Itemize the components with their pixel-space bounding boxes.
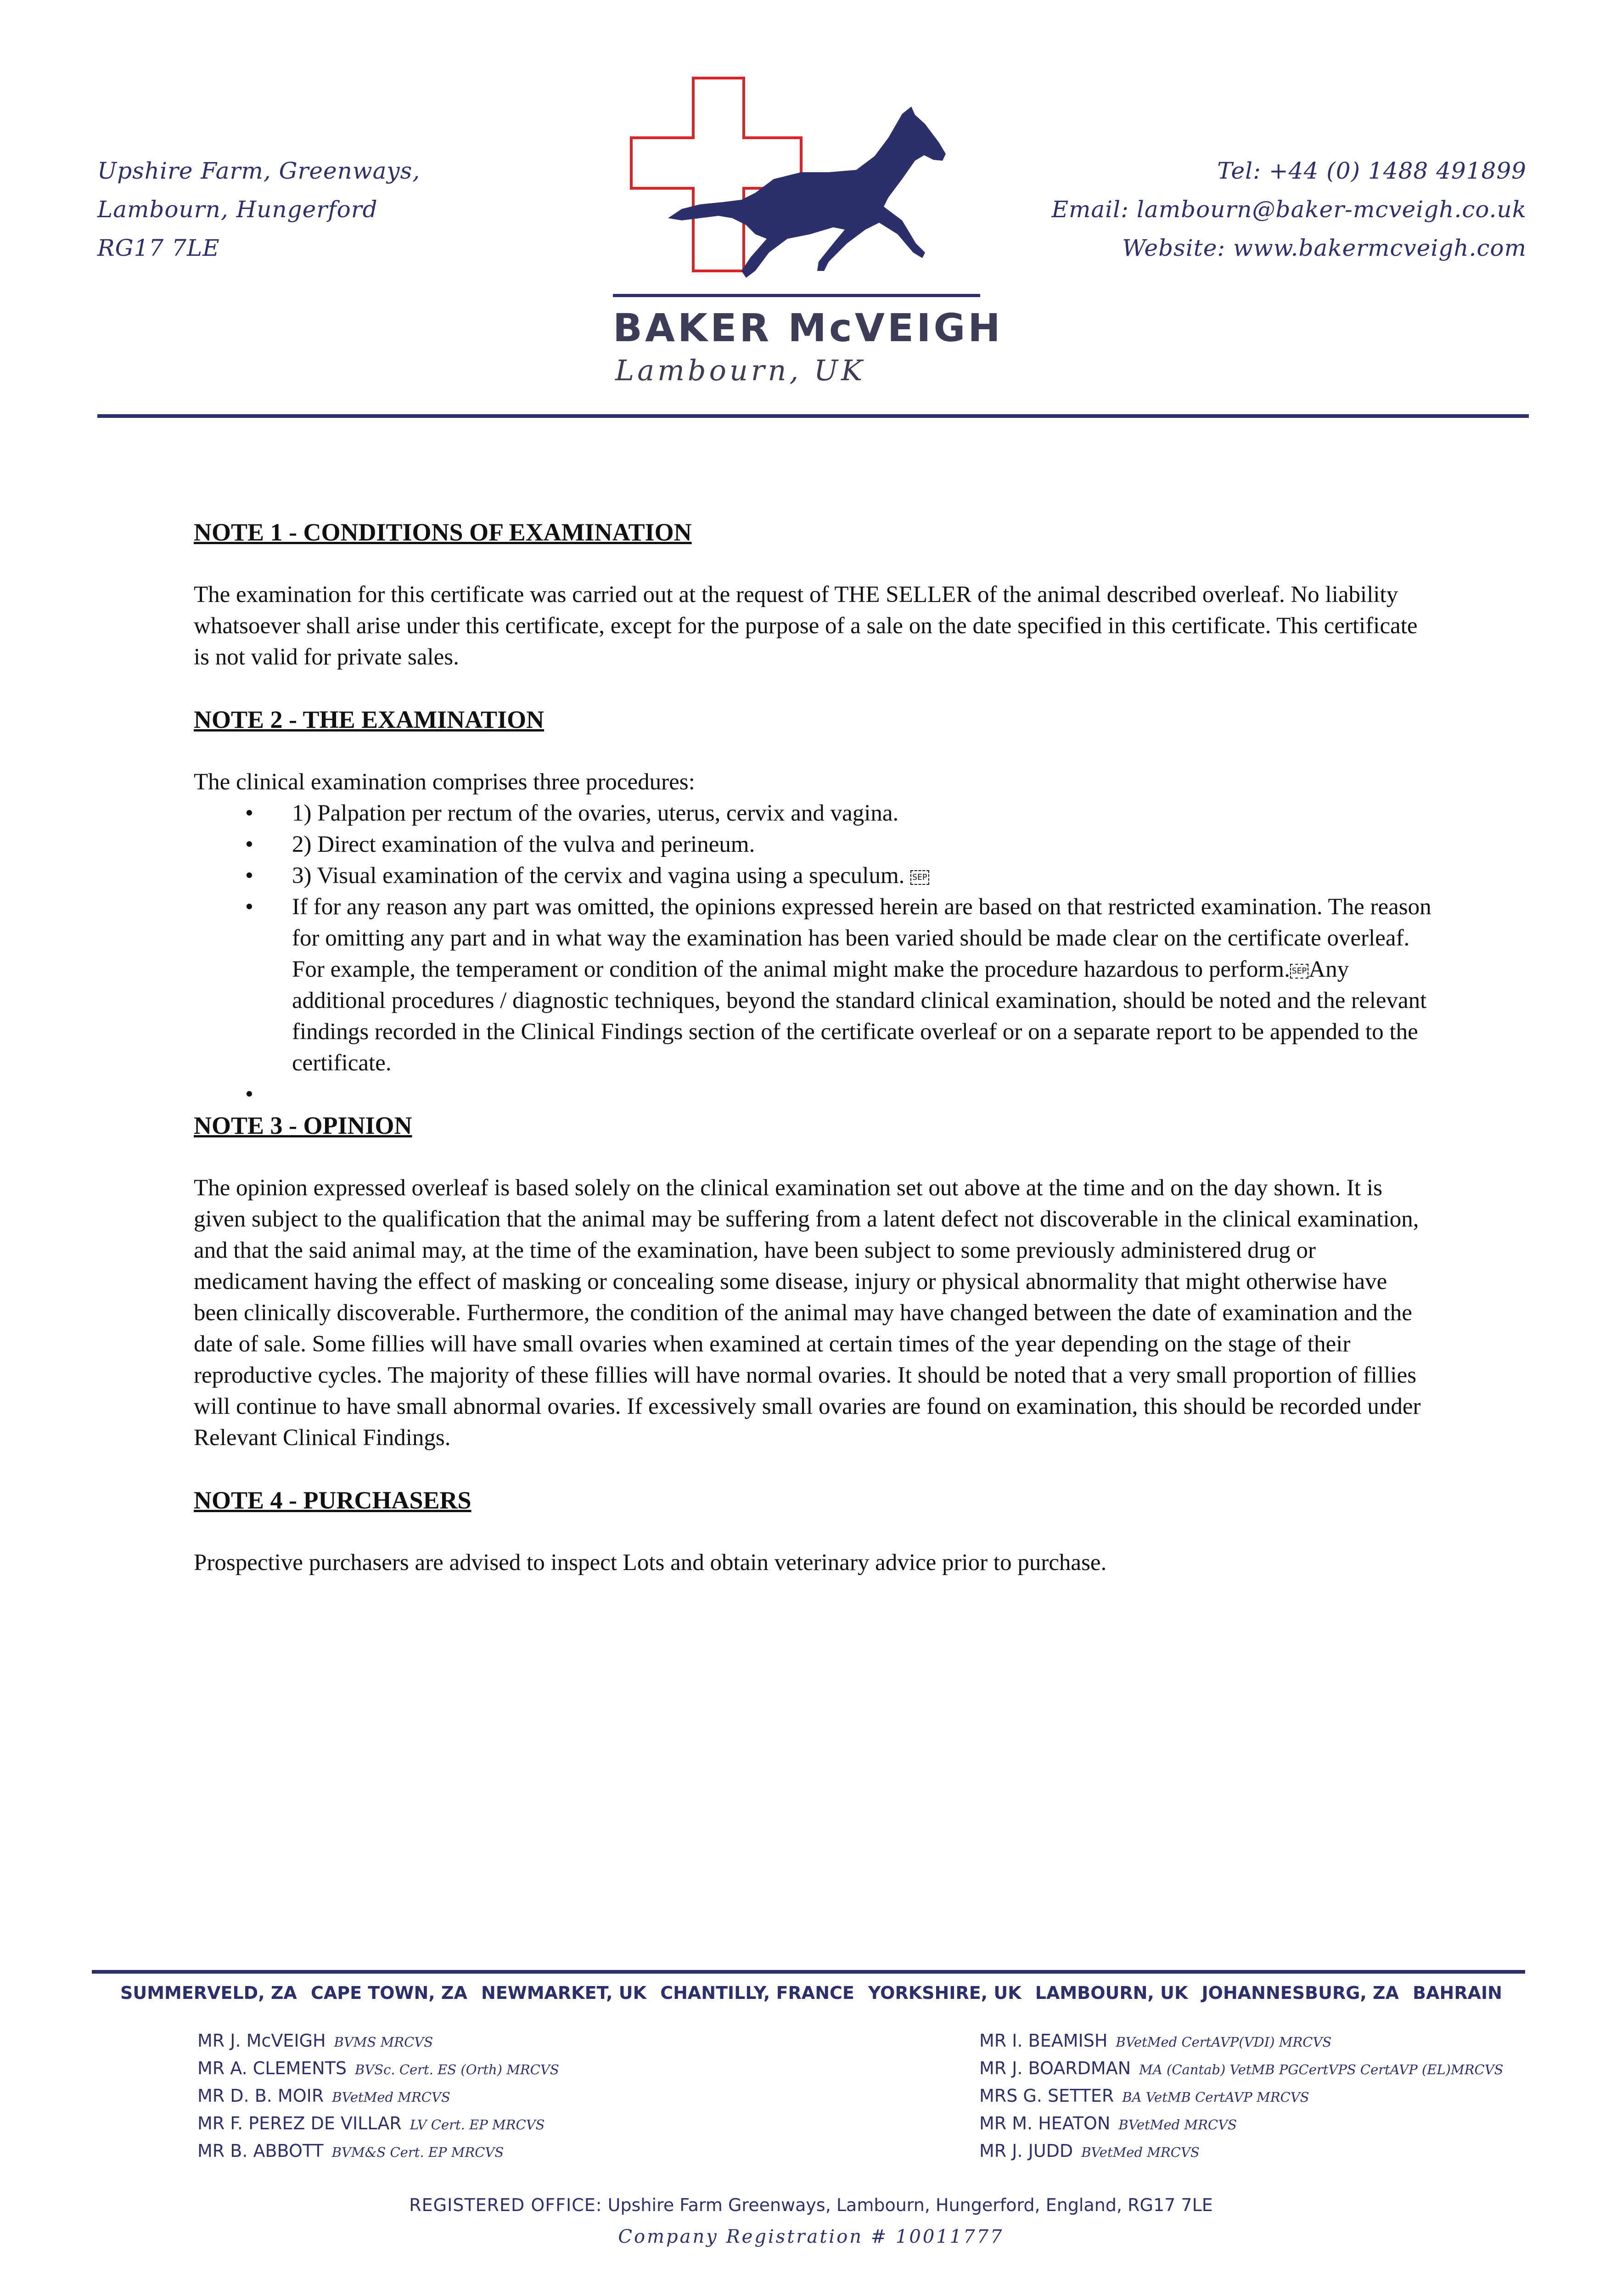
list-item: • 3) Visual examination of the cervix and vagina using a speculum. SEP [194,860,1433,891]
note1-heading: NOTE 1 - CONDITIONS OF EXAMINATION [194,518,692,546]
header-contact [1051,152,1527,267]
staff-row: MR J. McVEIGH BVMS MRCVS [197,2031,433,2051]
location-item: JOHANNESBURG, ZA [1201,1983,1399,2003]
header-divider [97,414,1529,418]
sep-glyph: SEP [1290,964,1309,979]
staff-row: MR I. BEAMISH BVetMed CertAVP(VDI) MRCVS [979,2031,1332,2051]
staff-list-right [979,2028,1504,2166]
note2-procedure-list [194,798,1433,1110]
staff-row: MR F. PEREZ DE VILLAR LV Cert. EP MRCVS [197,2113,545,2133]
note4-heading: NOTE 4 - PURCHASERS [194,1486,471,1514]
list-item: • 2) Direct examination of the vulva and perineum. [194,829,1433,860]
note3-body: The opinion expressed overleaf is based solely on the clinical examination set out above at the time and on the day shown. It is given subject to the qualification that the animal may be suffering from a latent defect not discoverable in the clinical examination, and that the said animal may, at the time of the examination, have been subject to some previously administered drug or medicament having the effect of masking or concealing some disease, injury or physical abnormality that might otherwise have been clinically discoverable. Furthermore, the condition of the animal may have changed between the date of examination and the date of sale. Some fillies will have small ovaries when examined at certain times of the year depending on the stage of their reproductive cycles. The majority of these fillies will have normal ovaries. It should be noted that a very small proportion of fillies will continue to have small abnormal ovaries. If excessively small ovaries are found on examination, this should be recorded under Relevant Clinical Findings. [194,1175,1421,1451]
note3-heading: NOTE 3 - OPINION [194,1112,412,1139]
brand-name: BAKER McVEIGH [613,305,1003,350]
staff-row: MR J. JUDD BVetMed MRCVS [979,2141,1200,2161]
staff-row: MRS G. SETTER BA VetMB CertAVP MRCVS [979,2086,1309,2106]
registered-office [0,2195,1622,2215]
location-item: CHANTILLY, FRANCE [660,1983,854,2003]
staff-list-left [197,2028,559,2166]
list-item: • 1) Palpation per rectum of the ovaries, uterus, cervix and vagina. [194,798,1433,829]
location-item: SUMMERVELD, ZA [120,1983,297,2003]
list-item: • If for any reason any part was omitted, the opinions expressed herein are based on that restricted examination. The reason for omitting any part and in what way the examination has been varied should be made clear on the certificate overleaf. For example, the temperament or condition of the animal might make the procedure hazardous to perform. SEPAny additional procedures / diagnostic techniques, beyond the standard clinical examination, should be noted and the relevant findings recorded in the Clinical Findings section of the certificate overleaf or on a separate report to be appended to the certificate. [194,891,1433,1079]
header-address [97,152,420,267]
office-locations [120,1983,1502,2003]
note1-body: The examination for this certificate was carried out at the request of THE SELLER of the animal described overleaf. No liability whatsoever shall arise under this certificate, except for the purpose of a sale on the date specified in this certificate. This certificate is not valid for private sales. [194,582,1418,670]
address-line-3: RG17 7LE [97,235,220,261]
staff-row: MR A. CLEMENTS BVSc. Cert. ES (Orth) MRCVS [197,2058,559,2078]
note4-body: Prospective purchasers are advised to inspect Lots and obtain veterinary advice prior to purchase. [194,1550,1107,1576]
contact-email[interactable]: Email: lambourn@baker-mcveigh.co.uk [1051,196,1527,223]
registered-office-label: REGISTERED OFFICE: [409,2195,602,2215]
sep-glyph: SEP [910,870,929,885]
location-item: CAPE TOWN, ZA [310,1983,467,2003]
staff-row: MR M. HEATON BVetMed MRCVS [979,2113,1237,2133]
contact-website[interactable]: Website: www.bakermcveigh.com [1122,235,1527,261]
company-registration: Company Registration # 10011777 [618,2226,1004,2247]
location-item: BAHRAIN [1413,1983,1502,2003]
address-line-2: Lambourn, Hungerford [97,196,378,223]
location-item: NEWMARKET, UK [481,1983,647,2003]
notes-content [194,517,1433,1578]
note2-heading: NOTE 2 - THE EXAMINATION [194,706,544,733]
staff-row: MR J. BOARDMAN MA (Cantab) VetMB PGCertVPS CertAVP (EL)MRCVS [979,2058,1504,2078]
location-item: LAMBOURN, UK [1035,1983,1188,2003]
registered-office-address: Upshire Farm Greenways, Lambourn, Hungerford, England, RG17 7LE [607,2195,1213,2215]
horse-icon [668,107,946,278]
brand-location: Lambourn, UK [615,354,866,387]
logo-underline [613,294,980,297]
list-item-empty [194,1079,1433,1110]
staff-row: MR B. ABBOTT BVM&S Cert. EP MRCVS [197,2141,504,2161]
contact-tel: Tel: +44 (0) 1488 491899 [1217,158,1527,184]
location-item: YORKSHIRE, UK [868,1983,1021,2003]
note2-intro: The clinical examination comprises three procedures: [194,769,695,795]
footer-divider [92,1970,1525,1974]
address-line-1: Upshire Farm, Greenways, [97,158,421,184]
staff-row: MR D. B. MOIR BVetMed MRCVS [197,2086,450,2106]
